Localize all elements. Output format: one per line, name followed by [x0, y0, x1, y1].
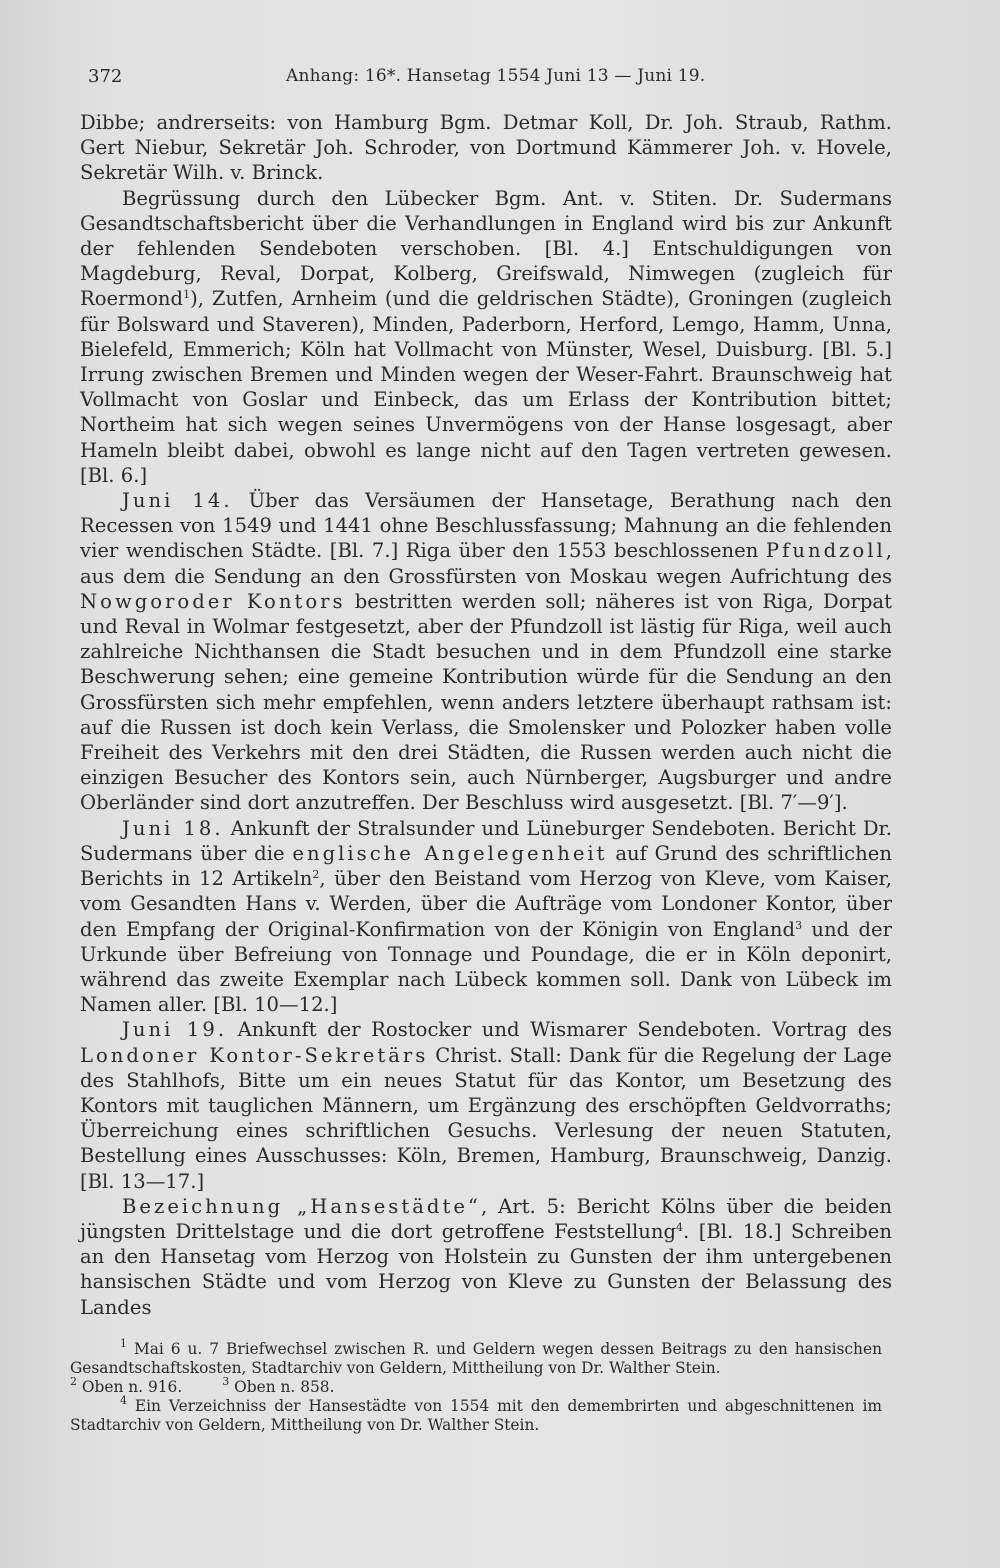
term-londoner-kontor: Londoner Kontor-Sekretärs — [80, 1043, 429, 1067]
footnote-ref-3: 3 — [795, 918, 803, 932]
footnote-2: Oben n. 916. — [77, 1378, 183, 1396]
paragraph-june-14: Juni 14. Über das Versäumen der Hansetage, Berathung nach den Recessen von 1549 und 1441 ohne Beschlussfassung; Mahnung an die fehlenden vier wendischen Städte. [Bl. 7.] Riga über den 1553 beschlossenen Pfundzoll, aus dem die Sendung an den Grossfürsten von Moskau wegen Aufrichtung des Nowgoroder Kontors bestritten werden soll; näheres ist von Riga, Dorpat und Reval in Wolmar festgesetzt, aber der Pfundzoll ist lästig für Riga, weil auch zahlreiche Nichthansen die Stadt besuchen und in dem Pfundzoll eine starke Beschwerung sehen; eine gemeine Kontribution würde für die Sendung an den Grossfürsten sich mehr empfehlen, wenn anders letztere überhaupt rathsam ist: auf die Russen ist doch kein Verlass, die Smolensker und Polozker haben volle Freiheit des Verkehrs mit den drei Städten, die Russen werden auch nicht die einzigen Besucher des Kontors sein, auch Nürnberger, Augsburger und andre Oberländer sind dort anzutreffen. Der Beschluss wird ausgesetzt. [Bl. 7′—9′]. — [80, 489, 892, 815]
running-head: Anhang: 16*. Hansetag 1554 Juni 13 — Juni 19. — [286, 66, 706, 86]
date-june-14: Juni 14. — [122, 489, 233, 513]
footnote-3-mark: 3 — [222, 1375, 230, 1388]
term-nowgoroder-kontor: Nowgoroder Kontors — [80, 589, 346, 613]
page-header — [88, 62, 888, 92]
footnote-ref-4: 4 — [676, 1220, 684, 1234]
date-june-19: Juni 19. — [122, 1018, 228, 1042]
footnote-1: $^1$ Mai 6 u. 7 Briefwechsel zwischen R. und Geldern wegen dessen Beitrags zu den hansischen Gesandtschaftskosten, Stadtarchiv von Geldern, Mittheilung von Dr. Walther Stein. — [70, 1337, 882, 1377]
footnote-4: $^4$ Ein Verzeichniss der Hansestädte von 1554 mit den demembrirten und abgeschnittenen im Stadtarchiv von Geldern, Mittheilung von Dr. Walther Stein. — [70, 1394, 882, 1434]
footnote-2-mark: 2 — [70, 1375, 77, 1388]
footnote-2-3 — [70, 1375, 882, 1397]
date-june-18: Juni 18. — [122, 816, 224, 840]
footnotes — [70, 1337, 882, 1435]
paragraph-june-19: Juni 19. Ankunft der Rostocker und Wismarer Sendeboten. Vortrag des Londoner Kontor-Sekretärs Christ. Stall: Dank für die Regelung der Lage des Stahlhofs, Bitte um ein neues Statut für das Kontor, um Besetzung des Kontors mit tauglichen Männern, um Ergänzung des erschöpften Geldvorraths; Überreichung eines schriftlichen Gesuchs. Verlesung der neuen Statuten, Bestellung eines Ausschusses: Köln, Bremen, Hamburg, Braunschweig, Danzig. [Bl. 13—17.] — [80, 1018, 893, 1193]
paragraph-delegates: Dibbe; andrerseits: von Hamburg Bgm. Detmar Koll, Dr. Joh. Straub, Rathm. Gert Niebur, Sekretär Joh. Schroder, von Dortmund Kämmerer Joh. v. Hovele, Sekretär Wilh. v. Brinck. — [80, 111, 892, 185]
footnote-3: Oben n. 858. — [229, 1378, 335, 1396]
term-pfundzoll: Pfundzoll — [765, 539, 886, 563]
main-text — [80, 110, 892, 1320]
term-englische-angelegenheit: englische Angelegenheit — [292, 841, 608, 865]
page-number: 372 — [88, 66, 123, 87]
paragraph-hansestaedte: Bezeichnung „Hansestädte“, Art. 5: Bericht Kölns über die beiden jüngsten Drittelstage und die dort getroffene Feststellung$^4$. [Bl. 18.] Schreiben an den Hansetag vom Herzog von Holstein zu Gunsten der ihm untergebenen hansischen Städte und vom Herzog von Kleve zu Gunsten der Belassung des Landes — [80, 1194, 892, 1319]
footnote-ref-2: 2 — [312, 868, 320, 882]
term-bezeichnung-hansestaedte: Bezeichnung „Hansestädte“ — [122, 1194, 481, 1218]
paragraph-june-18: Juni 18. Ankunft der Stralsunder und Lüneburger Sendeboten. Bericht Dr. Sudermans über die englische Angelegenheit auf Grund des schriftlichen Berichts in 12 Artikeln$^2$, über den Beistand vom Herzog von Kleve, vom Kaiser, vom Gesandten Hans v. Werden, über die Aufträge vom Londoner Kontor, über den Empfang der Original-Konfirmation von der Königin von England$^3$ und der Urkunde über Befreiung von Tonnage und Poundage, die er in Köln deponirt, während das zweite Exemplar nach Lübeck kommen soll. Dank von Lübeck im Namen aller. [Bl. 10—12.] — [80, 816, 892, 1017]
footnote-ref-1: 1 — [183, 288, 191, 302]
paragraph-greeting: Begrüssung durch den Lübecker Bgm. Ant. v. Stiten. Dr. Sudermans Gesandtschaftsbericht über die Verhandlungen in England wird bis zur Ankunft der fehlenden Sendeboten verschoben. [Bl. 4.] Entschuldigungen von Magdeburg, Reval, Dorpat, Kolberg, Greifswald, Nimwegen (zugleich für Roermond$^1$), Zutfen, Arnheim (und die geldrischen Städte), Groningen (zugleich für Bolsward und Staveren), Minden, Paderborn, Herford, Lemgo, Hamm, Unna, Bielefeld, Emmerich; Köln hat Vollmacht von Münster, Wesel, Duisburg. [Bl. 5.] Irrung zwischen Bremen und Minden wegen der Weser-Fahrt. Braunschweig hat Vollmacht von Goslar und Einbeck, das um Erlass der Kontribution bittet; Northeim hat sich wegen seines Unvermögens von der Hanse losgesagt, aber Hameln bleibt dabei, obwohl es lange nicht auf den Tagen vertreten gewesen. [Bl. 6.] — [80, 186, 892, 487]
